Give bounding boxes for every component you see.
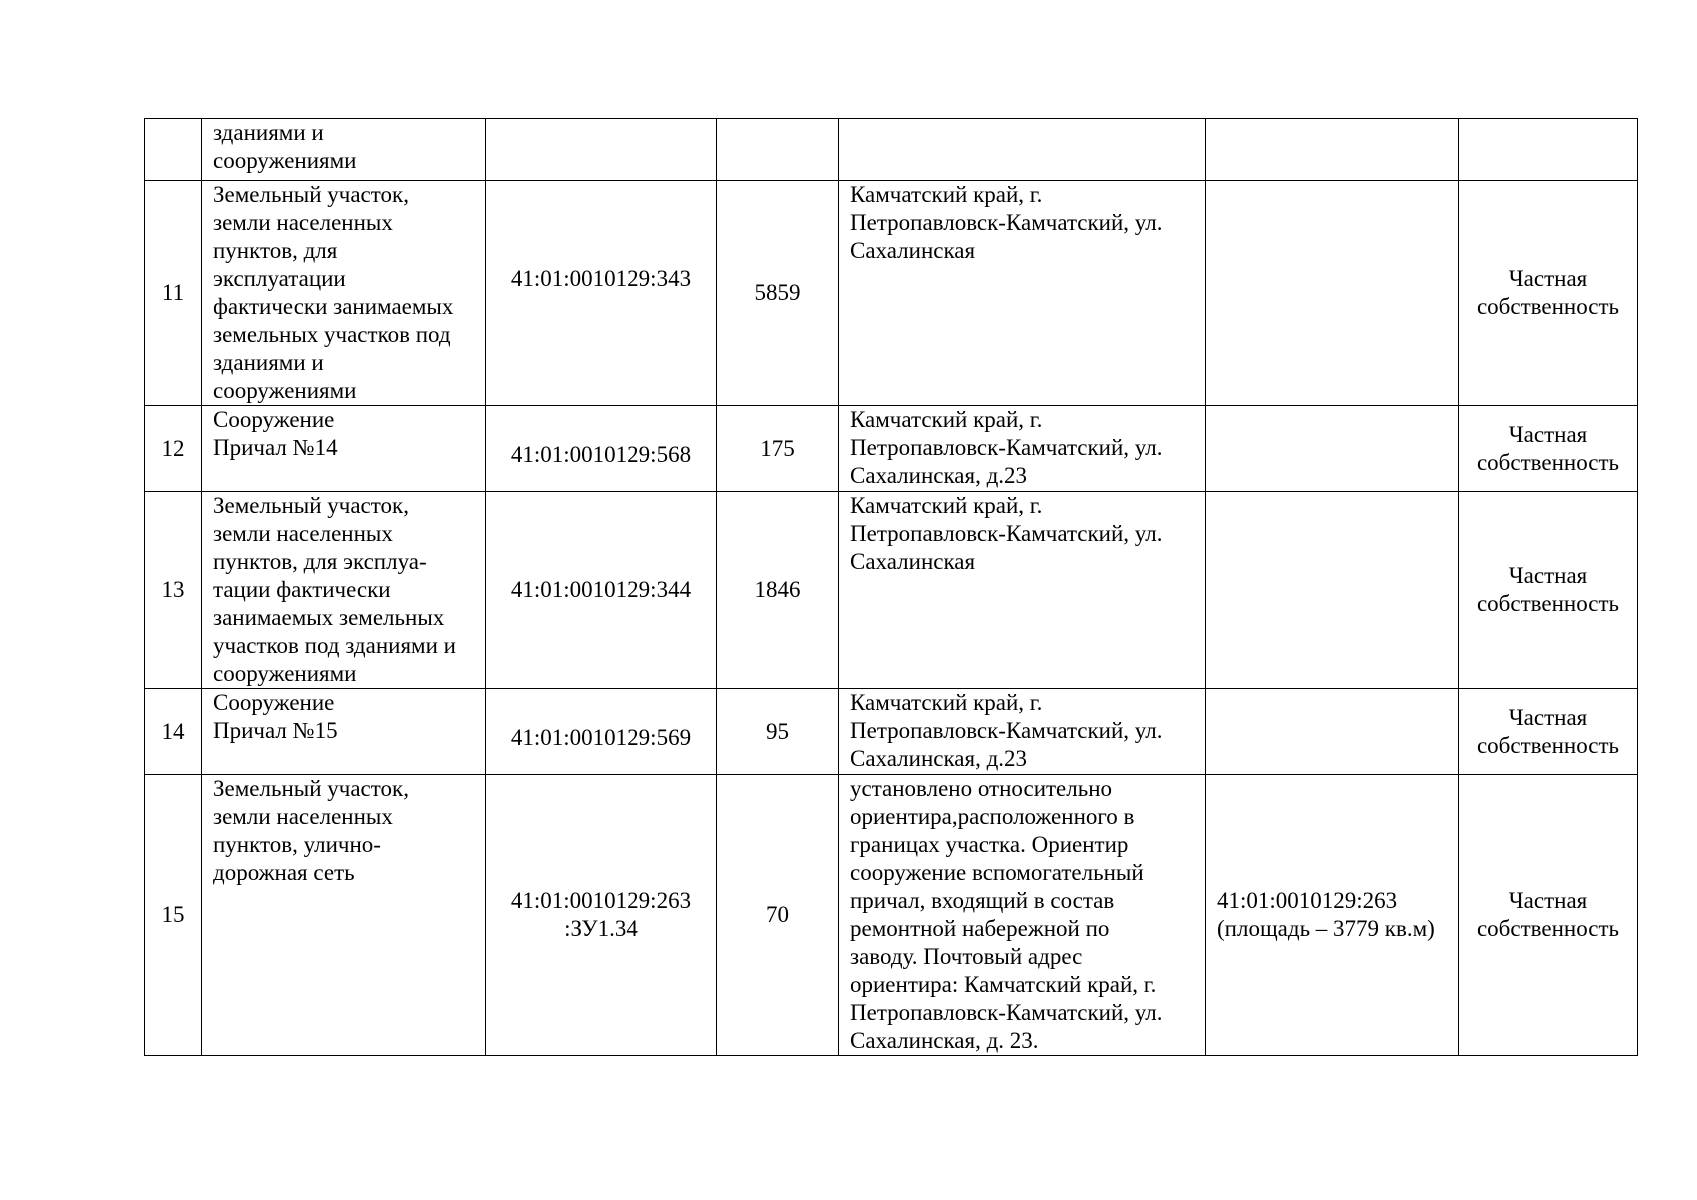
object-name-cell-line: пунктов, для bbox=[213, 238, 338, 263]
object-name-cell-line: зданиями и bbox=[213, 350, 324, 375]
address-cell bbox=[839, 406, 1206, 492]
ownership-cell bbox=[1459, 406, 1638, 492]
object-name-cell-line: Сооружение bbox=[213, 690, 335, 715]
row-number-cell-text: 13 bbox=[161, 577, 185, 602]
object-name-cell-line: пунктов, для эксплуа- bbox=[213, 549, 427, 574]
address-cell-line: причал, входящий в состав bbox=[850, 888, 1115, 913]
property-table bbox=[144, 118, 1638, 1056]
note-cell-line: 41:01:0010129:263 bbox=[1217, 888, 1398, 913]
ownership-cell-line: собственность bbox=[1476, 591, 1620, 616]
area-cell-text: 175 bbox=[760, 435, 795, 461]
address-cell bbox=[839, 181, 1206, 406]
object-name-cell-line: участков под зданиями и bbox=[213, 633, 456, 658]
object-name-cell bbox=[202, 406, 486, 492]
object-name-cell-line: сооружениями bbox=[213, 148, 357, 173]
address-cell-line: заводу. Почтовый адрес bbox=[850, 944, 1083, 969]
object-name-cell-line: зданиями и bbox=[213, 120, 324, 145]
cadastral-number-cell bbox=[486, 119, 717, 181]
address-cell-line: ориентира: Камчатский край, г. bbox=[850, 972, 1157, 997]
table-row bbox=[145, 406, 1638, 492]
object-name-cell-line: эксплуатации bbox=[213, 266, 346, 291]
area-cell-text: 95 bbox=[766, 718, 789, 744]
row-number-cell bbox=[145, 492, 202, 689]
note-cell bbox=[1206, 492, 1459, 689]
area-cell bbox=[717, 181, 839, 406]
object-name-cell bbox=[202, 181, 486, 406]
ownership-cell-line: собственность bbox=[1476, 294, 1620, 319]
row-number-cell-text: 15 bbox=[161, 902, 185, 927]
note-cell-line: (площадь – 3779 кв.м) bbox=[1217, 916, 1435, 941]
note-cell bbox=[1206, 119, 1459, 181]
note-cell bbox=[1206, 406, 1459, 492]
row-number-cell bbox=[145, 181, 202, 406]
address-cell bbox=[839, 492, 1206, 689]
area-cell bbox=[717, 406, 839, 492]
row-number-cell bbox=[145, 775, 202, 1056]
ownership-cell-line: собственность bbox=[1476, 916, 1620, 941]
address-cell bbox=[839, 119, 1206, 181]
object-name-cell-line: земли населенных bbox=[213, 521, 393, 546]
cadastral-number-cell bbox=[486, 775, 717, 1056]
area-cell-text: 70 bbox=[766, 902, 789, 927]
object-name-cell-line: земельных участков под bbox=[213, 322, 451, 347]
address-cell-line: Сахалинская bbox=[850, 238, 976, 263]
ownership-cell bbox=[1459, 181, 1638, 406]
address-cell bbox=[839, 775, 1206, 1056]
cadastral-number-cell bbox=[486, 689, 717, 775]
object-name-cell-line: Причал №15 bbox=[213, 718, 338, 743]
table-row bbox=[145, 119, 1638, 181]
object-name-cell-line: земли населенных bbox=[213, 804, 393, 829]
cadastral-number-cell-line: :ЗУ1.34 bbox=[564, 916, 638, 941]
ownership-cell-line: Частная bbox=[1508, 888, 1588, 913]
address-cell-line: границах участка. Ориентир bbox=[850, 832, 1129, 857]
ownership-cell bbox=[1459, 689, 1638, 775]
area-cell bbox=[717, 689, 839, 775]
object-name-cell-line: тации фактически bbox=[213, 577, 391, 602]
ownership-cell-line: собственность bbox=[1476, 449, 1620, 475]
address-cell-line: ремонтной набережной по bbox=[850, 916, 1110, 941]
cadastral-number-cell-line: 41:01:0010129:263 bbox=[510, 888, 692, 913]
object-name-cell-line: дорожная сеть bbox=[213, 860, 355, 885]
cadastral-number-cell-line: 41:01:0010129:344 bbox=[510, 577, 692, 602]
object-name-cell bbox=[202, 689, 486, 775]
note-cell bbox=[1206, 775, 1459, 1056]
object-name-cell-line: фактически занимаемых bbox=[213, 294, 454, 319]
address-cell-line: Петропавловск-Камчатский, ул. bbox=[850, 521, 1163, 546]
address-cell-line: Сахалинская, д. 23. bbox=[850, 1028, 1039, 1053]
ownership-cell-line: Частная bbox=[1508, 563, 1588, 588]
address-cell-line: Сахалинская, д.23 bbox=[850, 746, 1028, 771]
object-name-cell bbox=[202, 775, 486, 1056]
address-cell bbox=[839, 689, 1206, 775]
row-number-cell-text: 11 bbox=[161, 280, 185, 305]
object-name-cell-line: пунктов, улично- bbox=[213, 832, 381, 857]
note-cell bbox=[1206, 689, 1459, 775]
area-cell bbox=[717, 119, 839, 181]
cadastral-number-cell-line: 41:01:0010129:343 bbox=[510, 266, 692, 291]
ownership-cell-line: Частная bbox=[1508, 421, 1588, 447]
ownership-cell bbox=[1459, 119, 1638, 181]
address-cell-line: Петропавловск-Камчатский, ул. bbox=[850, 1000, 1163, 1025]
address-cell-line: Камчатский край, г. bbox=[850, 690, 1043, 715]
object-name-cell bbox=[202, 119, 486, 181]
ownership-cell-line: Частная bbox=[1508, 704, 1588, 730]
row-number-cell bbox=[145, 119, 202, 181]
object-name-cell-line: сооружениями bbox=[213, 378, 357, 403]
object-name-cell-line: Причал №14 bbox=[213, 435, 338, 460]
object-name-cell-line: Земельный участок, bbox=[213, 776, 409, 801]
address-cell-line: Камчатский край, г. bbox=[850, 407, 1043, 432]
document-page bbox=[144, 118, 1638, 1056]
row-number-cell-text: 12 bbox=[161, 435, 185, 461]
area-cell bbox=[717, 775, 839, 1056]
object-name-cell-line: земли населенных bbox=[213, 210, 393, 235]
area-cell-text: 1846 bbox=[754, 577, 801, 602]
cadastral-number-cell-line: 41:01:0010129:569 bbox=[510, 724, 692, 750]
table-body bbox=[145, 119, 1638, 1056]
address-cell-line: Камчатский край, г. bbox=[850, 493, 1043, 518]
ownership-cell-line: собственность bbox=[1476, 732, 1620, 758]
object-name-cell-line: занимаемых земельных bbox=[213, 605, 445, 630]
object-name-cell-line: Земельный участок, bbox=[213, 493, 409, 518]
address-cell-line: Петропавловск-Камчатский, ул. bbox=[850, 435, 1163, 460]
object-name-cell bbox=[202, 492, 486, 689]
area-cell-text: 5859 bbox=[754, 280, 801, 305]
object-name-cell-line: сооружениями bbox=[213, 661, 357, 686]
address-cell-line: Камчатский край, г. bbox=[850, 182, 1043, 207]
address-cell-line: ориентира,расположенного в bbox=[850, 804, 1135, 829]
cadastral-number-cell bbox=[486, 406, 717, 492]
row-number-cell bbox=[145, 406, 202, 492]
row-number-cell bbox=[145, 689, 202, 775]
area-cell bbox=[717, 492, 839, 689]
address-cell-line: Петропавловск-Камчатский, ул. bbox=[850, 210, 1163, 235]
table-row bbox=[145, 492, 1638, 689]
object-name-cell-line: Земельный участок, bbox=[213, 182, 409, 207]
address-cell-line: сооружение вспомогательный bbox=[850, 860, 1144, 885]
address-cell-line: Сахалинская bbox=[850, 549, 976, 574]
address-cell-line: Сахалинская, д.23 bbox=[850, 463, 1028, 488]
address-cell-line: установлено относительно bbox=[850, 776, 1113, 801]
table-row bbox=[145, 689, 1638, 775]
cadastral-number-cell bbox=[486, 181, 717, 406]
row-number-cell-text: 14 bbox=[161, 718, 185, 744]
object-name-cell-line: Сооружение bbox=[213, 407, 335, 432]
table-row bbox=[145, 775, 1638, 1056]
table-row bbox=[145, 181, 1638, 406]
ownership-cell bbox=[1459, 492, 1638, 689]
cadastral-number-cell bbox=[486, 492, 717, 689]
address-cell-line: Петропавловск-Камчатский, ул. bbox=[850, 718, 1163, 743]
ownership-cell-line: Частная bbox=[1508, 266, 1588, 291]
ownership-cell bbox=[1459, 775, 1638, 1056]
cadastral-number-cell-line: 41:01:0010129:568 bbox=[510, 441, 692, 467]
note-cell bbox=[1206, 181, 1459, 406]
